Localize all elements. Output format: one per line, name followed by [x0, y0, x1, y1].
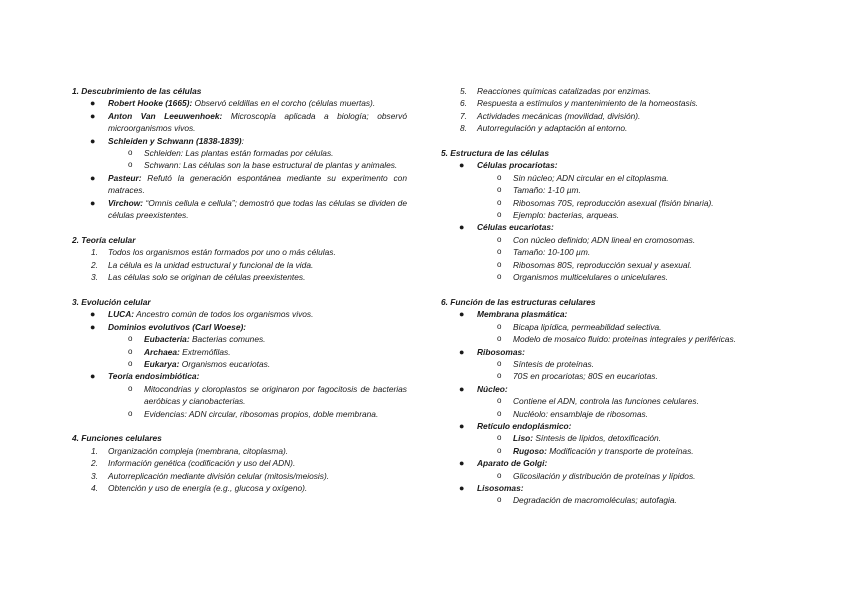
item-number: 2. [91, 458, 98, 469]
numbered-item [72, 259, 407, 271]
bullet-icon: ● [459, 420, 465, 431]
circle-bullet-icon: o [497, 495, 502, 505]
circle-bullet-icon: o [497, 197, 502, 207]
bullet-icon: ● [90, 197, 96, 208]
item-text: : [241, 135, 244, 146]
list-item [441, 482, 761, 494]
sub-item [441, 395, 761, 407]
item-text: Las células solo se originan de células preexistentes. [108, 272, 306, 283]
item-text: Refutó la generación espontánea mediante su experimento con matraces. [108, 172, 407, 196]
section-title: 2. Teoría celular [72, 234, 136, 245]
item-text: Organismos multicelulares o unicelulares. [513, 272, 669, 283]
item-text: Obtención y uso de energía (e.g., glucosa y oxígeno). [108, 482, 308, 493]
sub-item [441, 358, 761, 370]
item-label: Retículo endoplásmico: [477, 420, 572, 431]
list-item [441, 346, 761, 358]
item-label: Ribosomas: [477, 346, 525, 357]
sub-item [441, 271, 761, 283]
circle-bullet-icon: o [497, 247, 502, 257]
item-number: 7. [460, 110, 467, 121]
list-item [72, 97, 407, 109]
sub-item [72, 147, 407, 159]
sub-item [441, 259, 761, 271]
numbered-item [441, 110, 761, 122]
sub-item [72, 358, 407, 370]
bullet-icon: ● [90, 309, 96, 320]
item-text: Síntesis de proteínas. [513, 358, 595, 369]
sub-item [72, 333, 407, 345]
bullet-icon: ● [459, 222, 465, 233]
numbered-item [72, 246, 407, 258]
list-item [72, 370, 407, 382]
item-text: Nucléolo: ensamblaje de ribosomas. [513, 408, 649, 419]
item-text: Modelo de mosaico fluido: proteínas integrales y periféricas. [513, 334, 736, 345]
item-text: Bacterias comunes. [189, 334, 266, 345]
item-label: Aparato de Golgi: [477, 458, 548, 469]
numbered-item [72, 482, 407, 494]
circle-bullet-icon: o [128, 346, 133, 356]
item-text: Glicosilación y distribución de proteínas y lípidos. [513, 470, 696, 481]
section-descubrimiento [72, 85, 407, 221]
item-label: Lisosomas: [477, 482, 524, 493]
item-text: Autorreplicación mediante división celular (mitosis/meiosis). [108, 470, 330, 481]
circle-bullet-icon: o [497, 234, 502, 244]
list-item [72, 135, 407, 147]
sub-item [441, 370, 761, 382]
item-text: Información genética (codificación y uso del ADN). [108, 458, 296, 469]
sub-item [441, 209, 761, 221]
bullet-icon: ● [459, 383, 465, 394]
item-text: Modificación y transporte de proteínas. [546, 445, 694, 456]
item-label: Archaea: [144, 346, 180, 357]
item-text: Degradación de macromoléculas; autofagia. [513, 495, 677, 506]
section-title: 6. Función de las estructuras celulares [441, 296, 596, 307]
sub-item [441, 197, 761, 209]
item-number: 1. [91, 445, 98, 456]
item-number: 3. [91, 470, 98, 481]
section-funciones-celulares [72, 432, 407, 494]
bullet-icon: ● [90, 371, 96, 382]
sub-item [441, 408, 761, 420]
section-funciones-continuacion [441, 85, 761, 135]
item-label: Anton Van Leeuwenhoek: [108, 110, 223, 121]
item-text: Tamaño: 1-10 µm. [513, 185, 581, 196]
item-text: Observó celdillas en el corcho (células muertas). [192, 98, 376, 109]
item-label: Núcleo: [477, 383, 508, 394]
numbered-item [441, 85, 761, 97]
circle-bullet-icon: o [497, 259, 502, 269]
item-label: Dominios evolutivos (Carl Woese): [108, 321, 247, 332]
item-text: Organismos eucariotas. [179, 358, 271, 369]
sub-item [441, 333, 761, 345]
bullet-icon: ● [459, 346, 465, 357]
item-text: Ribosomas 80S, reproducción sexual y asexual. [513, 259, 692, 270]
circle-bullet-icon: o [128, 148, 133, 158]
circle-bullet-icon: o [497, 433, 502, 443]
bullet-icon: ● [90, 98, 96, 109]
numbered-item [72, 457, 407, 469]
section-title: 5. Estructura de las células [441, 148, 549, 159]
item-text: Con núcleo definido; ADN lineal en cromosomas. [513, 234, 696, 245]
section-estructura-celulas [441, 147, 761, 283]
item-text: Schleiden: Las plantas están formadas por células. [144, 148, 334, 159]
list-item [441, 308, 761, 320]
bullet-icon: ● [459, 160, 465, 171]
sub-item [441, 184, 761, 196]
item-text: Síntesis de lípidos, detoxificación. [533, 433, 662, 444]
bullet-icon: ● [90, 110, 96, 121]
sub-item [72, 159, 407, 171]
circle-bullet-icon: o [497, 408, 502, 418]
section-funcion-estructuras [441, 296, 761, 507]
circle-bullet-icon: o [497, 358, 502, 368]
numbered-item [441, 97, 761, 109]
bullet-icon: ● [459, 458, 465, 469]
item-label: Rugoso: [513, 445, 547, 456]
item-label: Virchow: [108, 197, 144, 208]
item-label: Robert Hooke (1665): [108, 98, 193, 109]
circle-bullet-icon: o [128, 160, 133, 170]
list-item [72, 110, 407, 135]
section-evolucion-celular [72, 296, 407, 420]
circle-bullet-icon: o [497, 396, 502, 406]
item-label: Schleiden y Schwann (1838-1839) [108, 135, 242, 146]
item-number: 5. [460, 86, 467, 96]
section-title: 3. Evolución celular [72, 296, 151, 307]
item-text: “Omnis cellula e cellula”; demostró que todas las células se dividen de células preexistentes. [108, 197, 407, 221]
item-text: Ribosomas 70S, reproducción asexual (fisión binaria). [513, 197, 714, 208]
list-item [441, 383, 761, 395]
sub-item [441, 172, 761, 184]
list-item [72, 321, 407, 333]
sub-item [441, 321, 761, 333]
circle-bullet-icon: o [497, 470, 502, 480]
item-text: Organización compleja (membrana, citoplasma). [108, 445, 289, 456]
item-text: Extremófilas. [179, 346, 231, 357]
item-number: 4. [91, 482, 98, 493]
section-title: 1. Descubrimiento de las células [72, 86, 202, 96]
sub-item [441, 470, 761, 482]
item-text: 70S en procariotas; 80S en eucariotas. [513, 371, 658, 382]
left-column [72, 85, 407, 494]
item-label: Células procariotas: [477, 160, 558, 171]
list-item [441, 457, 761, 469]
item-text: Bicapa lipídica, permeabilidad selectiva. [513, 321, 662, 332]
item-text: Schwann: Las células son la base estructural de plantas y animales. [144, 160, 398, 171]
section-title: 4. Funciones celulares [72, 433, 162, 444]
item-label: Pasteur: [108, 172, 142, 183]
circle-bullet-icon: o [497, 334, 502, 344]
item-number: 3. [91, 272, 98, 283]
item-text: Ejemplo: bacterias, arqueas. [513, 210, 620, 221]
circle-bullet-icon: o [128, 383, 133, 393]
item-label: Membrana plasmática: [477, 309, 568, 320]
item-text: Tamaño: 10-100 µm. [513, 247, 591, 258]
circle-bullet-icon: o [497, 172, 502, 182]
sub-item [441, 432, 761, 444]
bullet-icon: ● [90, 321, 96, 332]
bullet-icon: ● [90, 135, 96, 146]
item-text: Microscopía aplicada a biología; observó microorganismos vivos. [108, 110, 407, 134]
item-label: Eukarya: [144, 358, 180, 369]
circle-bullet-icon: o [497, 371, 502, 381]
item-label: Células eucariotas: [477, 222, 554, 233]
item-text: Respuesta a estímulos y mantenimiento de la homeostasis. [477, 98, 699, 109]
item-label: Teoría endosimbiótica: [108, 371, 200, 382]
circle-bullet-icon: o [128, 358, 133, 368]
item-text: Contiene el ADN, controla las funciones celulares. [513, 396, 699, 407]
list-item [72, 172, 407, 197]
list-item [441, 420, 761, 432]
circle-bullet-icon: o [497, 272, 502, 282]
sub-item [72, 408, 407, 420]
list-item [72, 308, 407, 320]
circle-bullet-icon: o [128, 334, 133, 344]
sub-item [441, 234, 761, 246]
list-item [72, 197, 407, 222]
item-label: Liso: [513, 433, 534, 444]
item-text: La célula es la unidad estructural y funcional de la vida. [108, 259, 314, 270]
item-text: Sin núcleo; ADN circular en el citoplasma. [513, 172, 669, 183]
sub-item [441, 494, 761, 506]
right-column [441, 85, 761, 507]
circle-bullet-icon: o [497, 445, 502, 455]
sub-item [441, 445, 761, 457]
item-text: Mitocondrias y cloroplastos se originaron por fagocitosis de bacterias aeróbicas y cianobacterias. [144, 383, 407, 407]
item-text: Actividades mecánicas (movilidad, división). [477, 110, 641, 121]
circle-bullet-icon: o [497, 210, 502, 220]
item-number: 1. [91, 247, 98, 258]
circle-bullet-icon: o [497, 185, 502, 195]
item-number: 2. [91, 259, 98, 270]
item-text: Todos los organismos están formados por uno o más células. [108, 247, 336, 258]
item-number: 6. [460, 98, 467, 109]
item-text: Reacciones químicas catalizadas por enzimas. [477, 86, 652, 96]
list-item [441, 159, 761, 171]
item-text: Autorregulación y adaptación al entorno. [477, 123, 628, 134]
item-label: Eubacteria: [144, 334, 190, 345]
numbered-item [72, 470, 407, 482]
section-teoria-celular [72, 234, 407, 284]
numbered-item [441, 122, 761, 134]
numbered-item [72, 271, 407, 283]
sub-item [72, 346, 407, 358]
bullet-icon: ● [90, 172, 96, 183]
circle-bullet-icon: o [128, 408, 133, 418]
sub-item [441, 246, 761, 258]
item-label: LUCA: [108, 309, 135, 320]
item-text: Ancestro común de todos los organismos vivos. [134, 309, 314, 320]
item-text: Evidencias: ADN circular, ribosomas propios, doble membrana. [144, 408, 379, 419]
item-number: 8. [460, 123, 467, 134]
numbered-item [72, 445, 407, 457]
sub-item [72, 383, 407, 408]
list-item [441, 221, 761, 233]
bullet-icon: ● [459, 309, 465, 320]
circle-bullet-icon: o [497, 321, 502, 331]
bullet-icon: ● [459, 482, 465, 493]
